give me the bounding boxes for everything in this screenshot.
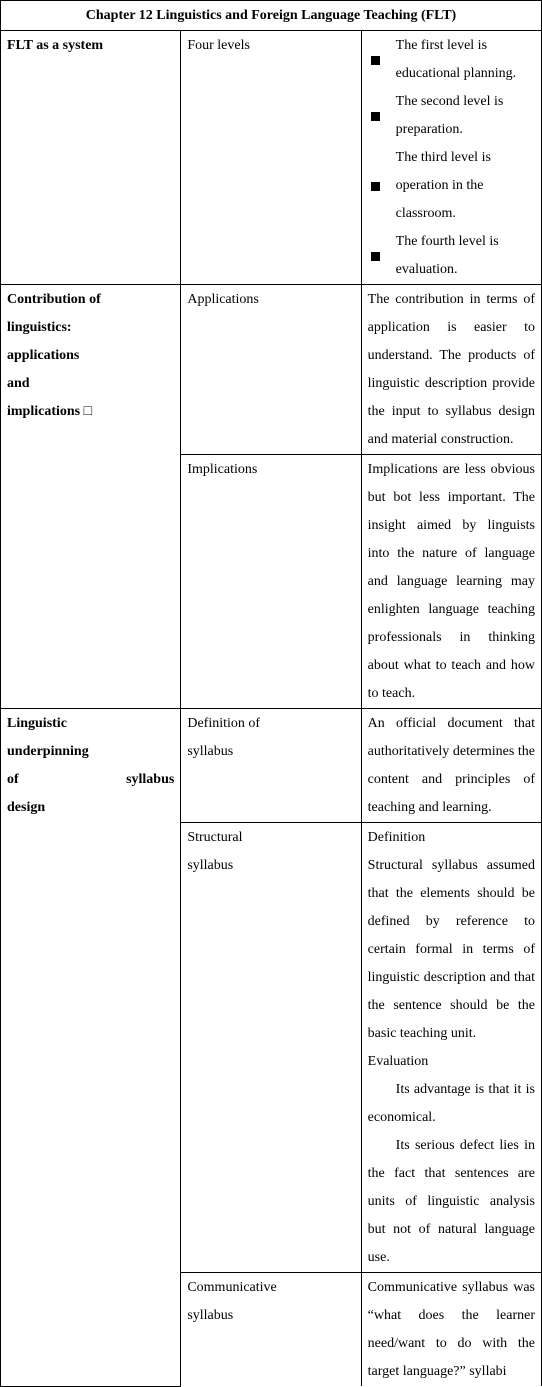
structural-evaluation-heading: Evaluation — [367, 1054, 429, 1069]
structural-advantage-text: Its advantage is that it is economical. — [367, 1082, 535, 1125]
definition-of-syllabus-label: Definition of syllabus — [181, 709, 361, 823]
square-bullet-icon — [371, 112, 380, 121]
section-flt-system-heading — [1, 31, 181, 285]
list-item: The fourth level is evaluation. — [368, 228, 535, 284]
structural-definition-text: Structural syllabus assumed that the elements should be defined by reference to certain formal in terms of linguistic description and that the sentence should be the basic teaching unit. — [367, 858, 535, 1041]
section-linguistic-underpinning-heading: Linguistic underpinning of syllabus design — [1, 709, 181, 1387]
structural-syllabus-cell — [361, 823, 541, 1273]
applications-text: The contribution in terms of application is easier to understand. The products of linguistic description provide the input to syllabus design and material construction. — [361, 285, 541, 455]
communicative-syllabus-text: Communicative syllabus was “what does the learner need/want to do with the target language?” syllabi — [361, 1273, 541, 1387]
heading-text: FLT as a system — [7, 38, 104, 53]
applications-label: Applications — [181, 285, 361, 455]
four-levels-list — [368, 32, 535, 284]
list-item: The second level is preparation. — [368, 88, 535, 144]
square-bullet-icon — [371, 56, 380, 65]
list-item: The first level is educational planning. — [368, 32, 535, 88]
table-title: Chapter 12 Linguistics and Foreign Language Teaching (FLT) — [1, 1, 542, 31]
square-bullet-icon — [371, 182, 380, 191]
list-item: The third level is operation in the classroom. — [368, 144, 535, 228]
four-levels-label: Four levels — [181, 31, 361, 285]
square-bullet-icon — [371, 252, 380, 261]
four-levels-list-cell — [361, 31, 541, 285]
communicative-syllabus-label: Communicative syllabus — [181, 1273, 361, 1387]
definition-of-syllabus-text: An official document that authoritatively determines the content and principles of teaching and learning. — [361, 709, 541, 823]
section-contribution-heading: Contribution of linguistics: applications and implications □ — [1, 285, 181, 709]
structural-syllabus-label: Structural syllabus — [181, 823, 361, 1273]
structural-defect-text: Its serious defect lies in the fact that sentences are units of linguistic analysis but not of natural language use. — [367, 1138, 535, 1265]
structural-definition-heading: Definition — [367, 830, 426, 845]
implications-label: Implications — [181, 455, 361, 709]
implications-text: Implications are less obvious but bot less important. The insight aimed by linguists into the nature of language and language learning may enlighten language teaching professionals in thinking about what to teach and how to teach. — [361, 455, 541, 709]
